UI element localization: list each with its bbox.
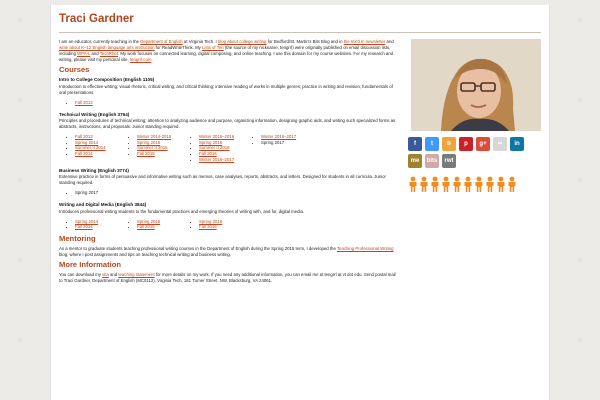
courses-heading: Courses <box>59 65 90 75</box>
term-column <box>195 219 257 230</box>
course-terms <box>59 134 399 162</box>
course-3844 <box>59 202 399 229</box>
more-info-text: and <box>108 272 119 278</box>
linkedin-icon[interactable]: in <box>510 137 524 151</box>
course-title: Business Writing (English 3774) <box>59 168 129 174</box>
term-item <box>199 224 257 230</box>
term-item <box>75 100 399 106</box>
course-description: Principles and procedures of technical writing; attention to analyzing audience and purpose, organizing information, designing graphic aids, and writing such specialized forms as abstracts, instructions, and proposals. Junior standing required. <box>59 117 396 130</box>
term-column <box>71 134 133 162</box>
page-container <box>50 5 550 400</box>
term-link[interactable]: Winter 2016–2017 <box>261 134 297 140</box>
term-current: Spring 2017 <box>261 139 285 145</box>
more-info-text: You can download my <box>59 272 103 278</box>
term-column <box>133 134 195 162</box>
teaching-statement-link[interactable]: teaching statement <box>118 272 155 278</box>
facebook-icon[interactable]: f <box>408 137 422 151</box>
person-icon <box>496 176 506 192</box>
course-description: Introduces professional writing students to the fundamental practices and emerging theories of writing with, and for, digital media. <box>59 208 305 214</box>
term-link[interactable]: Summer II 2014 <box>75 145 106 151</box>
person-icon <box>507 176 517 192</box>
profile-photo-illustration <box>411 39 541 131</box>
course-terms <box>59 190 399 196</box>
term-link[interactable]: Summer II 2015 <box>137 145 168 151</box>
course-description: Introduction to effective writing; visual rhetoric, critical writing, and critical thinking; intensive reading of works in multiple genres; practice in writing and revision; fundamentals of oral presentations. <box>59 83 393 95</box>
course-title: Intro to College Composition (English 1105) <box>59 77 155 83</box>
intro-text: and <box>385 39 394 44</box>
term-link[interactable]: Winter 2016–2017 <box>199 156 235 162</box>
term-item <box>137 224 195 230</box>
term-item <box>261 140 319 146</box>
term-link[interactable]: Summer II 2016 <box>199 145 230 151</box>
person-icon <box>463 176 473 192</box>
more-info-paragraph <box>59 272 399 284</box>
term-item <box>75 224 133 230</box>
profile-photo <box>411 39 541 131</box>
course-description: Extensive practice in forms of persuasive and informative writing such as memos, case analyses, reports, abstracts, and letters. Designed for students in all curricula. Junior standing required. <box>59 174 386 186</box>
term-link[interactable]: Winter 2015–2016 <box>199 134 235 140</box>
course-terms <box>59 100 399 106</box>
term-link[interactable]: Winter 2014-2015 <box>137 134 172 140</box>
bitsblog-icon[interactable]: bits <box>425 154 439 168</box>
college-writing-blog-link[interactable]: blog about college writing <box>217 39 267 44</box>
course-3774 <box>59 168 399 196</box>
people-icons <box>408 176 546 192</box>
person-icon <box>441 176 451 192</box>
term-link[interactable]: Spring 2016 <box>199 139 223 145</box>
term-column <box>257 134 319 162</box>
term-column <box>133 219 195 230</box>
intro-text: for Bedford/St. Martin's Bits Blog and in <box>266 39 344 44</box>
tengrrl-link[interactable]: tengrrl.com <box>129 57 152 63</box>
techrhet-link[interactable]: TechRhet <box>99 51 118 57</box>
term-link[interactable]: Fall 2014 <box>75 224 93 230</box>
course-title: Writing and Digital Media (English 3844) <box>59 202 147 208</box>
term-column <box>71 219 133 230</box>
term-link[interactable]: Spring 2014 <box>75 218 99 224</box>
person-icon <box>408 176 418 192</box>
mentoring-text: blog, where I post assignments and tips on teaching technical writing and business writing. <box>59 252 231 258</box>
aboutme-icon[interactable]: me <box>408 154 422 168</box>
term-link[interactable]: Fall 2013 <box>75 134 93 140</box>
course-1105 <box>59 77 399 105</box>
social-links <box>408 137 536 168</box>
term-link[interactable]: Fall 2015 <box>137 224 155 230</box>
term-item <box>137 151 195 157</box>
vita-link[interactable]: vita <box>102 272 109 278</box>
term-link[interactable]: Fall 2015 <box>137 150 155 156</box>
lists-of-ten-link[interactable]: Lists of Ten <box>202 45 224 51</box>
readwritethink-icon[interactable]: rwt <box>442 154 456 168</box>
page-title: Traci Gardner <box>59 13 134 25</box>
term-link[interactable]: Spring 2015 <box>137 218 161 224</box>
person-icon <box>474 176 484 192</box>
intro-text: at Virginia Tech. I <box>182 39 218 44</box>
inkd-in-link[interactable]: the Ink'd In newsletter <box>343 39 386 44</box>
term-item: • Spring 2017 <box>75 190 399 196</box>
mentoring-text: As a mentor to graduate students teaching professional writing courses in the Department of English during the Spring 2015 term, I developed the <box>59 245 337 251</box>
googleplus-icon[interactable]: g+ <box>476 137 490 151</box>
person-icon <box>485 176 495 192</box>
person-icon <box>452 176 462 192</box>
more-info-text: for more details on my work. If you need any additional information, you can email me at tengrrl at vt dot edu. Send postal mail to Traci Gardner, Department of English (MC0112), Virginia Tech, 181 Turner Street, NW, Blacksburg, VA 24061. <box>59 272 396 284</box>
person-icon <box>419 176 429 192</box>
intro-text: . <box>151 57 153 63</box>
intro-text: . My work focuses on connected learning, digital composing, and online teaching. I use this domain for my course websites. For my research and writing, please visit my personal site, <box>59 51 394 63</box>
term-item <box>199 157 257 163</box>
dept-english-link[interactable]: Department of English <box>140 39 183 44</box>
mentoring-paragraph <box>59 246 399 258</box>
wpa-l-link[interactable]: WPA-L <box>77 51 91 57</box>
term-link[interactable]: Spring 2014 <box>75 139 99 145</box>
pinterest-icon[interactable]: p <box>459 137 473 151</box>
teaching-prof-writing-link[interactable]: Teaching Professional Writing <box>336 245 394 251</box>
course-terms <box>59 219 399 230</box>
term-link[interactable]: Spring 2015 <box>137 139 161 145</box>
term-link[interactable]: Fall 2013 <box>75 99 93 105</box>
course-3764 <box>59 112 399 162</box>
intro-text: I am an educator, currently teaching in the <box>59 39 141 44</box>
blog-icon[interactable]: b <box>442 137 456 151</box>
title-divider <box>59 32 541 33</box>
flickr-icon[interactable]: •• <box>493 137 507 151</box>
intro-paragraph <box>59 39 399 63</box>
intro-text: and <box>90 51 100 57</box>
term-column <box>195 134 257 162</box>
term-link[interactable]: Fall 2016 <box>199 150 217 156</box>
term-item <box>75 151 133 157</box>
mentoring-heading: Mentoring <box>59 233 96 243</box>
term-link[interactable]: Spring 2016 <box>199 218 223 224</box>
intro-text: (the source of my nickname, tengrrl) were originally published on email discussion lists, including <box>59 45 391 57</box>
more-info-heading: More Information <box>59 260 122 270</box>
sidebar <box>406 39 546 192</box>
intro-text: for ReadWriteThink. My <box>154 45 202 51</box>
term-link[interactable]: Fall 2016 <box>199 224 217 230</box>
k12-link[interactable]: write about K–12 English language arts instruction <box>59 45 155 51</box>
course-title: Technical Writing (English 3764) <box>59 111 130 117</box>
main-content <box>59 39 399 288</box>
term-link[interactable]: Fall 2014 <box>75 150 93 156</box>
twitter-icon[interactable]: t <box>425 137 439 151</box>
person-icon <box>430 176 440 192</box>
